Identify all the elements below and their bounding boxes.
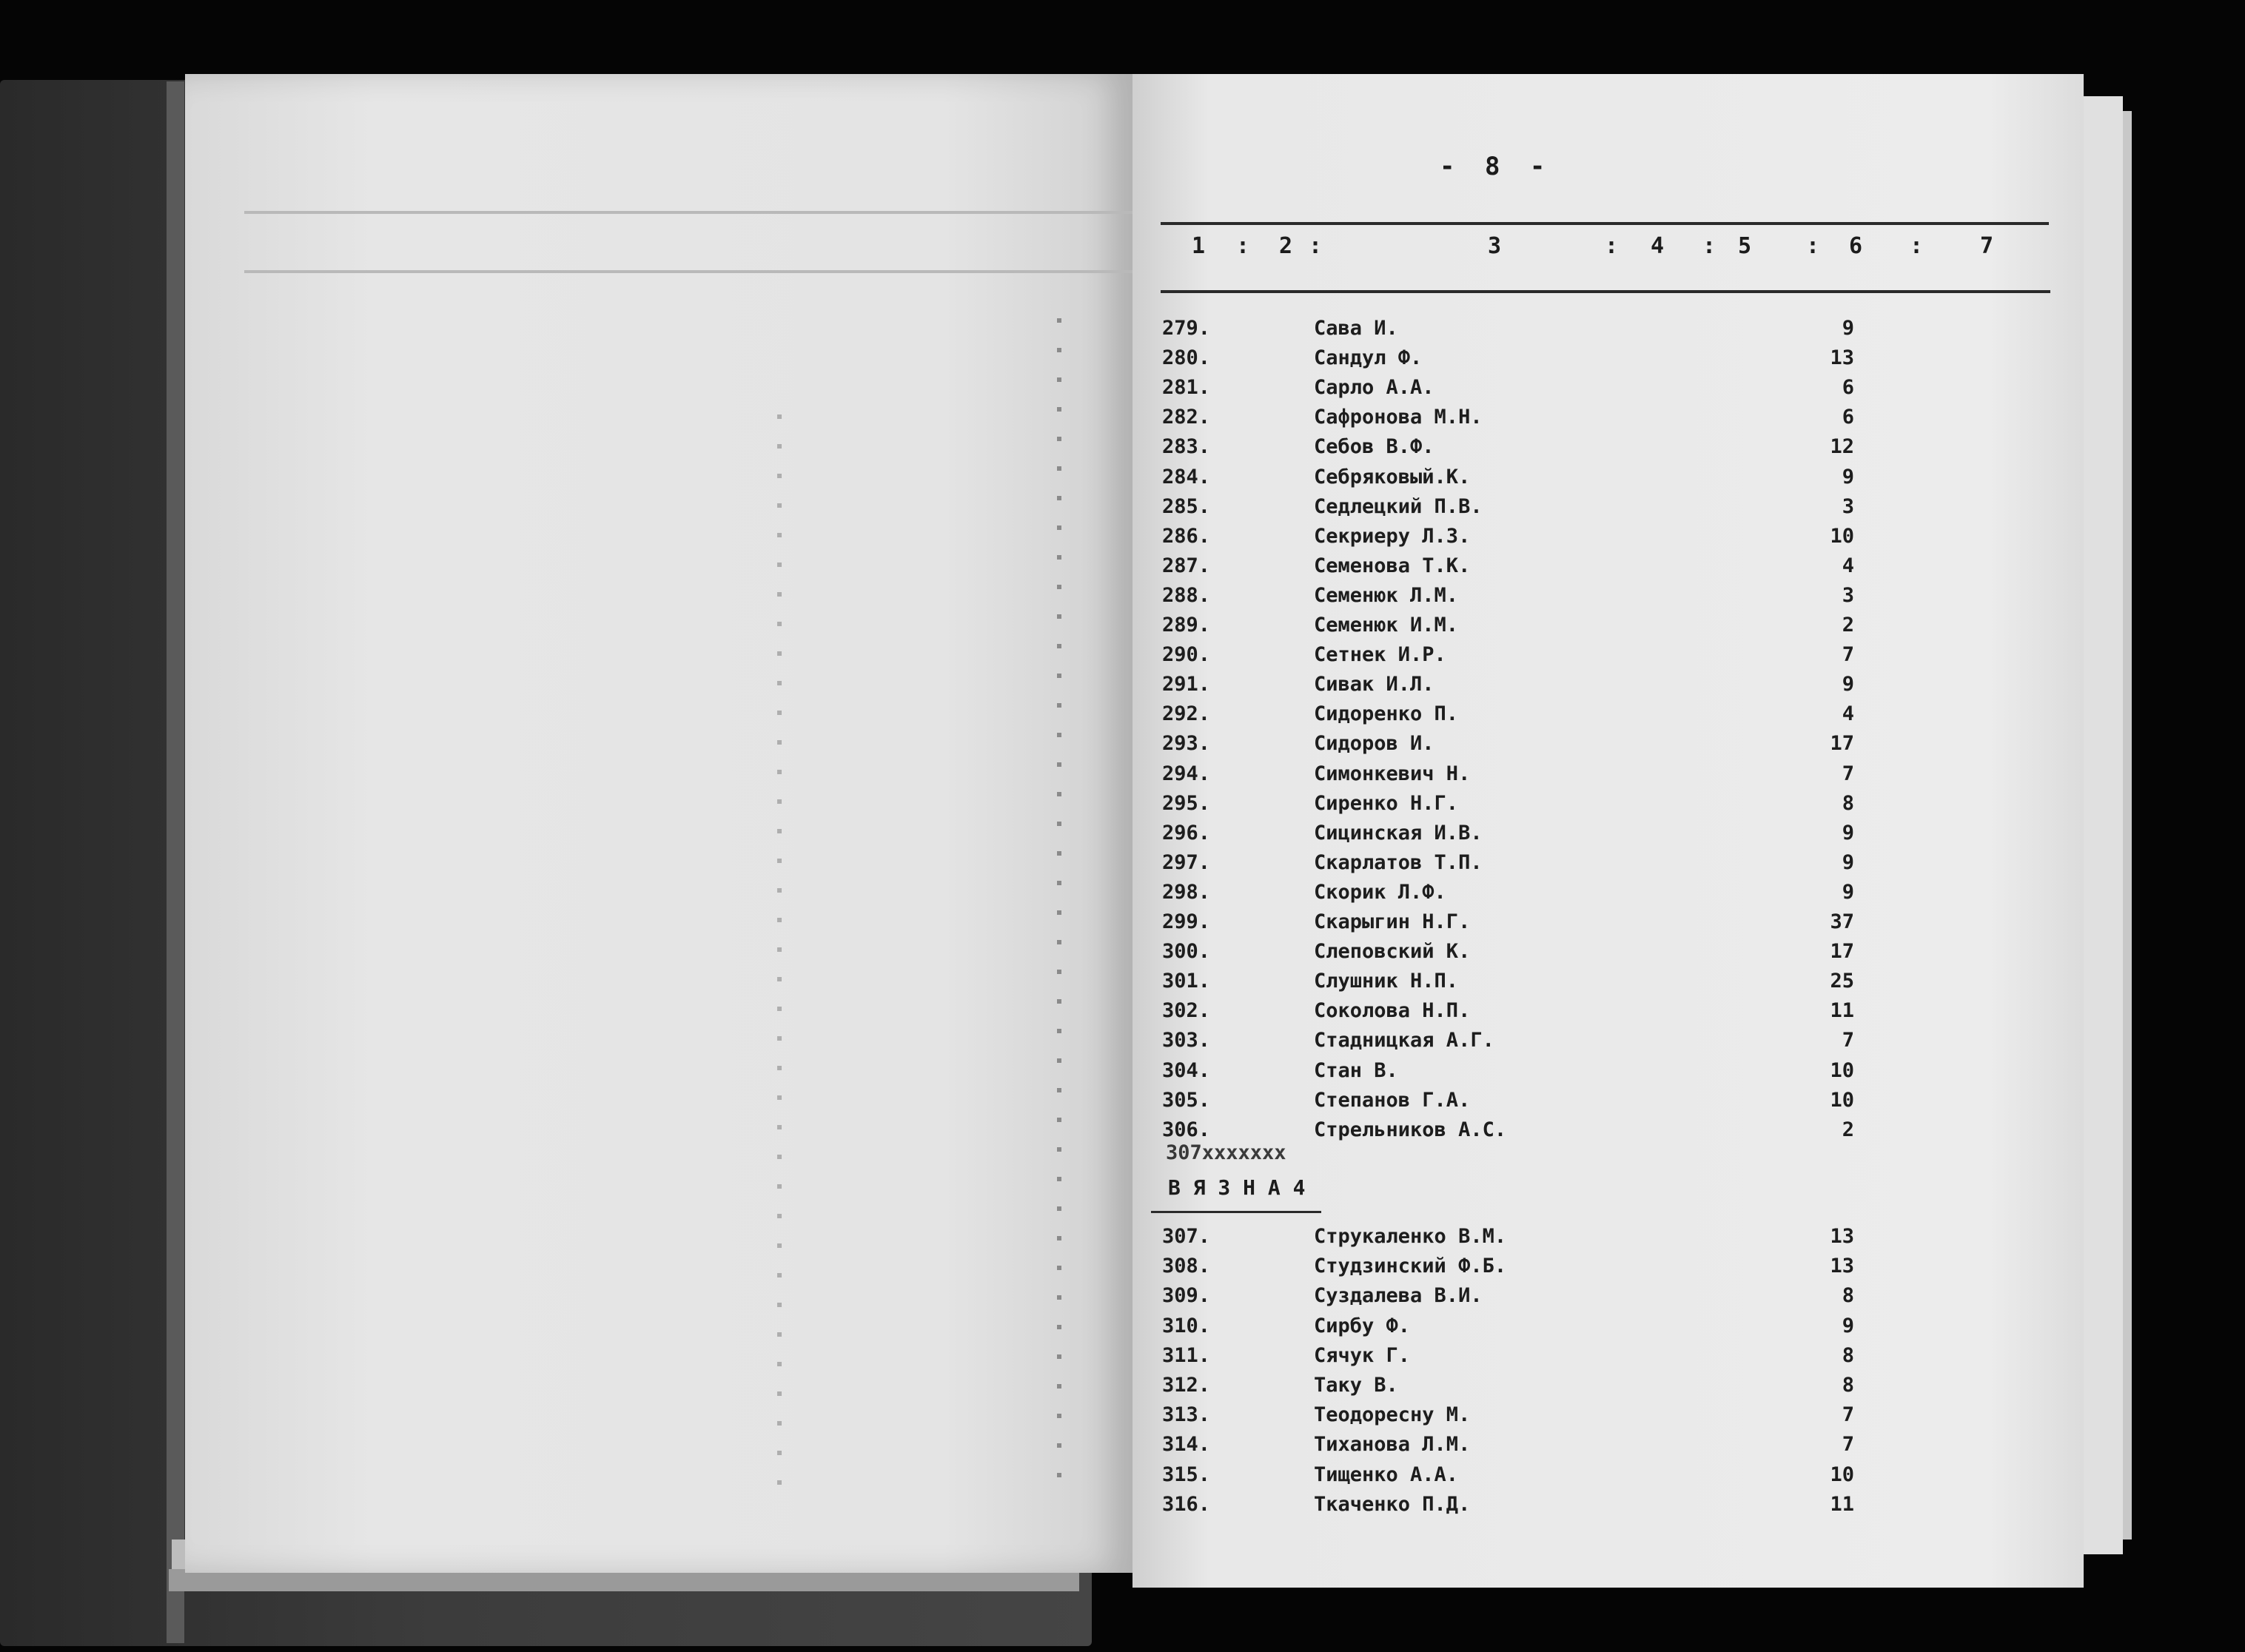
entry-row	[1162, 1314, 2050, 1344]
entry-name: Себов В.Ф.	[1314, 435, 1434, 459]
entry-number: 311.	[1162, 1343, 1211, 1367]
entry-value: 11	[1830, 999, 1854, 1023]
entry-value: 25	[1830, 970, 1854, 993]
entry-row	[1162, 435, 2050, 465]
entry-number: 314.	[1162, 1433, 1211, 1457]
entry-name: Седлецкий П.В.	[1314, 494, 1483, 518]
entry-row	[1162, 970, 2050, 999]
entry-value: 9	[1842, 465, 1854, 488]
entry-number: 292.	[1162, 702, 1211, 726]
entry-value: 3	[1842, 583, 1854, 607]
column-header: 6	[1849, 233, 1863, 259]
column-header: 3	[1488, 233, 1502, 259]
entry-name: Суздалева В.И.	[1314, 1284, 1483, 1308]
entry-row	[1162, 614, 2050, 643]
entry-name: Семенюк И.М.	[1314, 614, 1459, 637]
entry-name: Сетнек И.Р.	[1314, 643, 1446, 667]
entry-number: 297.	[1162, 850, 1211, 874]
entry-row	[1162, 495, 2050, 525]
column-header: 7	[1980, 233, 1994, 259]
entry-name: Слушник Н.П.	[1314, 970, 1459, 993]
entry-value: 2	[1842, 1118, 1854, 1141]
entry-value: 10	[1830, 524, 1854, 548]
column-separator: :	[1910, 233, 1924, 259]
entry-name: Сандул Ф.	[1314, 346, 1423, 370]
entry-number: 303.	[1162, 1029, 1211, 1052]
entry-value: 10	[1830, 1463, 1854, 1486]
entry-row	[1162, 1118, 2050, 1148]
entry-number: 286.	[1162, 524, 1211, 548]
entry-number: 298.	[1162, 880, 1211, 904]
entry-row	[1162, 584, 2050, 614]
entry-value: 9	[1842, 317, 1854, 340]
entry-row	[1162, 1284, 2050, 1314]
column-header: 2	[1279, 233, 1293, 259]
entry-row	[1162, 1089, 2050, 1118]
entry-value: 3	[1842, 494, 1854, 518]
entry-number: 315.	[1162, 1463, 1211, 1486]
entry-name: Сарло А.А.	[1314, 376, 1434, 400]
entry-row	[1162, 792, 2050, 822]
entry-number: 300.	[1162, 940, 1211, 964]
column-separator: :	[1806, 233, 1820, 259]
entry-row	[1162, 822, 2050, 851]
entry-number: 289.	[1162, 614, 1211, 637]
entry-row	[1162, 1403, 2050, 1433]
entry-number: 302.	[1162, 999, 1211, 1023]
entry-row	[1162, 940, 2050, 970]
entry-row	[1162, 910, 2050, 940]
entry-number: 316.	[1162, 1492, 1211, 1516]
struck-entry-number: 307xxxxxxx	[1166, 1141, 1286, 1164]
entry-name: Скарлатов Т.П.	[1314, 850, 1483, 874]
section-title: В Я З Н А 4	[1168, 1175, 1306, 1200]
entry-value: 7	[1842, 1433, 1854, 1457]
entry-value: 11	[1830, 1492, 1854, 1516]
entry-number: 279.	[1162, 317, 1211, 340]
entry-name: Сидоров И.	[1314, 732, 1434, 756]
entry-name: Сицинская И.В.	[1314, 821, 1483, 845]
entry-row	[1162, 1433, 2050, 1463]
entry-row	[1162, 999, 2050, 1029]
entry-number: 312.	[1162, 1374, 1211, 1397]
entry-name: Сава И.	[1314, 317, 1398, 340]
entry-row	[1162, 554, 2050, 584]
entry-number: 301.	[1162, 970, 1211, 993]
entry-name: Семенюк Л.М.	[1314, 583, 1459, 607]
entry-value: 8	[1842, 1343, 1854, 1367]
entry-name: Сафронова М.Н.	[1314, 406, 1483, 429]
entry-value: 7	[1842, 762, 1854, 785]
entry-value: 9	[1842, 673, 1854, 696]
entry-row	[1162, 1493, 2050, 1522]
entry-name: Семенова Т.К.	[1314, 554, 1471, 577]
entry-row	[1162, 702, 2050, 732]
entry-row	[1162, 851, 2050, 881]
entry-number: 304.	[1162, 1058, 1211, 1082]
entry-number: 295.	[1162, 791, 1211, 815]
entry-number: 282.	[1162, 406, 1211, 429]
column-separator: :	[1702, 233, 1717, 259]
entry-name: Теодоресну М.	[1314, 1403, 1471, 1427]
entry-value: 13	[1830, 346, 1854, 370]
column-separator: :	[1236, 233, 1250, 259]
entry-name: Таку В.	[1314, 1374, 1398, 1397]
entry-name: Слеповский К.	[1314, 940, 1471, 964]
entry-row	[1162, 317, 2050, 346]
entry-value: 10	[1830, 1088, 1854, 1112]
entry-row	[1162, 1374, 2050, 1403]
entry-number: 285.	[1162, 494, 1211, 518]
column-header: 4	[1651, 233, 1665, 259]
column-header: 5	[1738, 233, 1752, 259]
entry-value: 17	[1830, 732, 1854, 756]
entry-name: Тищенко А.А.	[1314, 1463, 1459, 1486]
column-separator: :	[1309, 233, 1323, 259]
entry-value: 7	[1842, 1403, 1854, 1427]
entry-name: Стрельников А.С.	[1314, 1118, 1507, 1141]
entry-row	[1162, 525, 2050, 554]
entry-number: 294.	[1162, 762, 1211, 785]
entry-row	[1162, 762, 2050, 792]
entry-name: Сидоренко П.	[1314, 702, 1459, 726]
entry-name: Сиренко Н.Г.	[1314, 791, 1459, 815]
entry-value: 10	[1830, 1058, 1854, 1082]
entry-value: 8	[1842, 1374, 1854, 1397]
entry-name: Ткаченко П.Д.	[1314, 1492, 1471, 1516]
entry-number: 296.	[1162, 821, 1211, 845]
entry-value: 9	[1842, 1314, 1854, 1337]
entry-number: 308.	[1162, 1255, 1211, 1278]
entry-value: 12	[1830, 435, 1854, 459]
entry-number: 306.	[1162, 1118, 1211, 1141]
left-page-bleed-rule	[244, 211, 1132, 214]
entry-value: 13	[1830, 1225, 1854, 1248]
entry-value: 9	[1842, 821, 1854, 845]
entry-name: Соколова Н.П.	[1314, 999, 1471, 1023]
entry-row	[1162, 406, 2050, 435]
entry-name: Сивак И.Л.	[1314, 673, 1434, 696]
page-number: - 8 -	[1440, 152, 1553, 181]
entry-name: Симонкевич Н.	[1314, 762, 1471, 785]
entry-value: 2	[1842, 614, 1854, 637]
left-page-bleed-rule	[244, 270, 1132, 273]
left-page	[185, 74, 1132, 1573]
entry-row	[1162, 466, 2050, 495]
entry-number: 287.	[1162, 554, 1211, 577]
entry-name: Струкаленко В.М.	[1314, 1225, 1507, 1248]
entry-number: 290.	[1162, 643, 1211, 667]
entry-value: 9	[1842, 880, 1854, 904]
entry-name: Себряковый.К.	[1314, 465, 1471, 488]
entry-name: Скорик Л.Ф.	[1314, 880, 1446, 904]
entry-number: 281.	[1162, 376, 1211, 400]
entry-value: 7	[1842, 1029, 1854, 1052]
entry-row	[1162, 1059, 2050, 1089]
entry-number: 288.	[1162, 583, 1211, 607]
entry-name: Сирбу Ф.	[1314, 1314, 1411, 1337]
entry-number: 291.	[1162, 673, 1211, 696]
entry-number: 305.	[1162, 1088, 1211, 1112]
entry-number: 283.	[1162, 435, 1211, 459]
entry-name: Студзинский Ф.Б.	[1314, 1255, 1507, 1278]
entry-value: 6	[1842, 376, 1854, 400]
entry-number: 293.	[1162, 732, 1211, 756]
cover-spine-edge	[167, 81, 184, 1643]
entry-value: 13	[1830, 1255, 1854, 1278]
entry-value: 8	[1842, 791, 1854, 815]
entry-row	[1162, 1344, 2050, 1374]
entry-row	[1162, 673, 2050, 702]
entry-name: Тиханова Л.М.	[1314, 1433, 1471, 1457]
entry-value: 8	[1842, 1284, 1854, 1308]
entry-number: 307.	[1162, 1225, 1211, 1248]
entry-value: 9	[1842, 850, 1854, 874]
entry-number: 313.	[1162, 1403, 1211, 1427]
entry-row	[1162, 346, 2050, 376]
entry-row	[1162, 1255, 2050, 1284]
left-page-bleed-dots	[1057, 318, 1061, 1502]
entry-row	[1162, 732, 2050, 762]
entry-row	[1162, 881, 2050, 910]
entry-name: Сячук Г.	[1314, 1343, 1411, 1367]
entry-number: 299.	[1162, 910, 1211, 933]
section-rule	[1151, 1211, 1321, 1213]
entry-value: 37	[1830, 910, 1854, 933]
entry-name: Стан В.	[1314, 1058, 1398, 1082]
entry-number: 309.	[1162, 1284, 1211, 1308]
entry-row	[1162, 643, 2050, 673]
entry-number: 284.	[1162, 465, 1211, 488]
entry-row	[1162, 1225, 2050, 1255]
column-header: 1	[1192, 233, 1206, 259]
entry-name: Скарыгин Н.Г.	[1314, 910, 1471, 933]
entry-value: 7	[1842, 643, 1854, 667]
entry-number: 280.	[1162, 346, 1211, 370]
header-rule-top	[1161, 222, 2049, 225]
entry-name: Степанов Г.А.	[1314, 1088, 1471, 1112]
header-rule-bottom	[1161, 290, 2050, 293]
entry-row	[1162, 1029, 2050, 1058]
entry-value: 17	[1830, 940, 1854, 964]
entry-name: Секриеру Л.З.	[1314, 524, 1471, 548]
entry-value: 4	[1842, 554, 1854, 577]
entry-value: 6	[1842, 406, 1854, 429]
entry-value: 4	[1842, 702, 1854, 726]
entry-row	[1162, 376, 2050, 406]
entry-number: 310.	[1162, 1314, 1211, 1337]
column-separator: :	[1605, 233, 1619, 259]
entry-row	[1162, 1463, 2050, 1493]
entry-name: Стадницкая А.Г.	[1314, 1029, 1494, 1052]
left-page-bleed-dots	[777, 414, 782, 1510]
